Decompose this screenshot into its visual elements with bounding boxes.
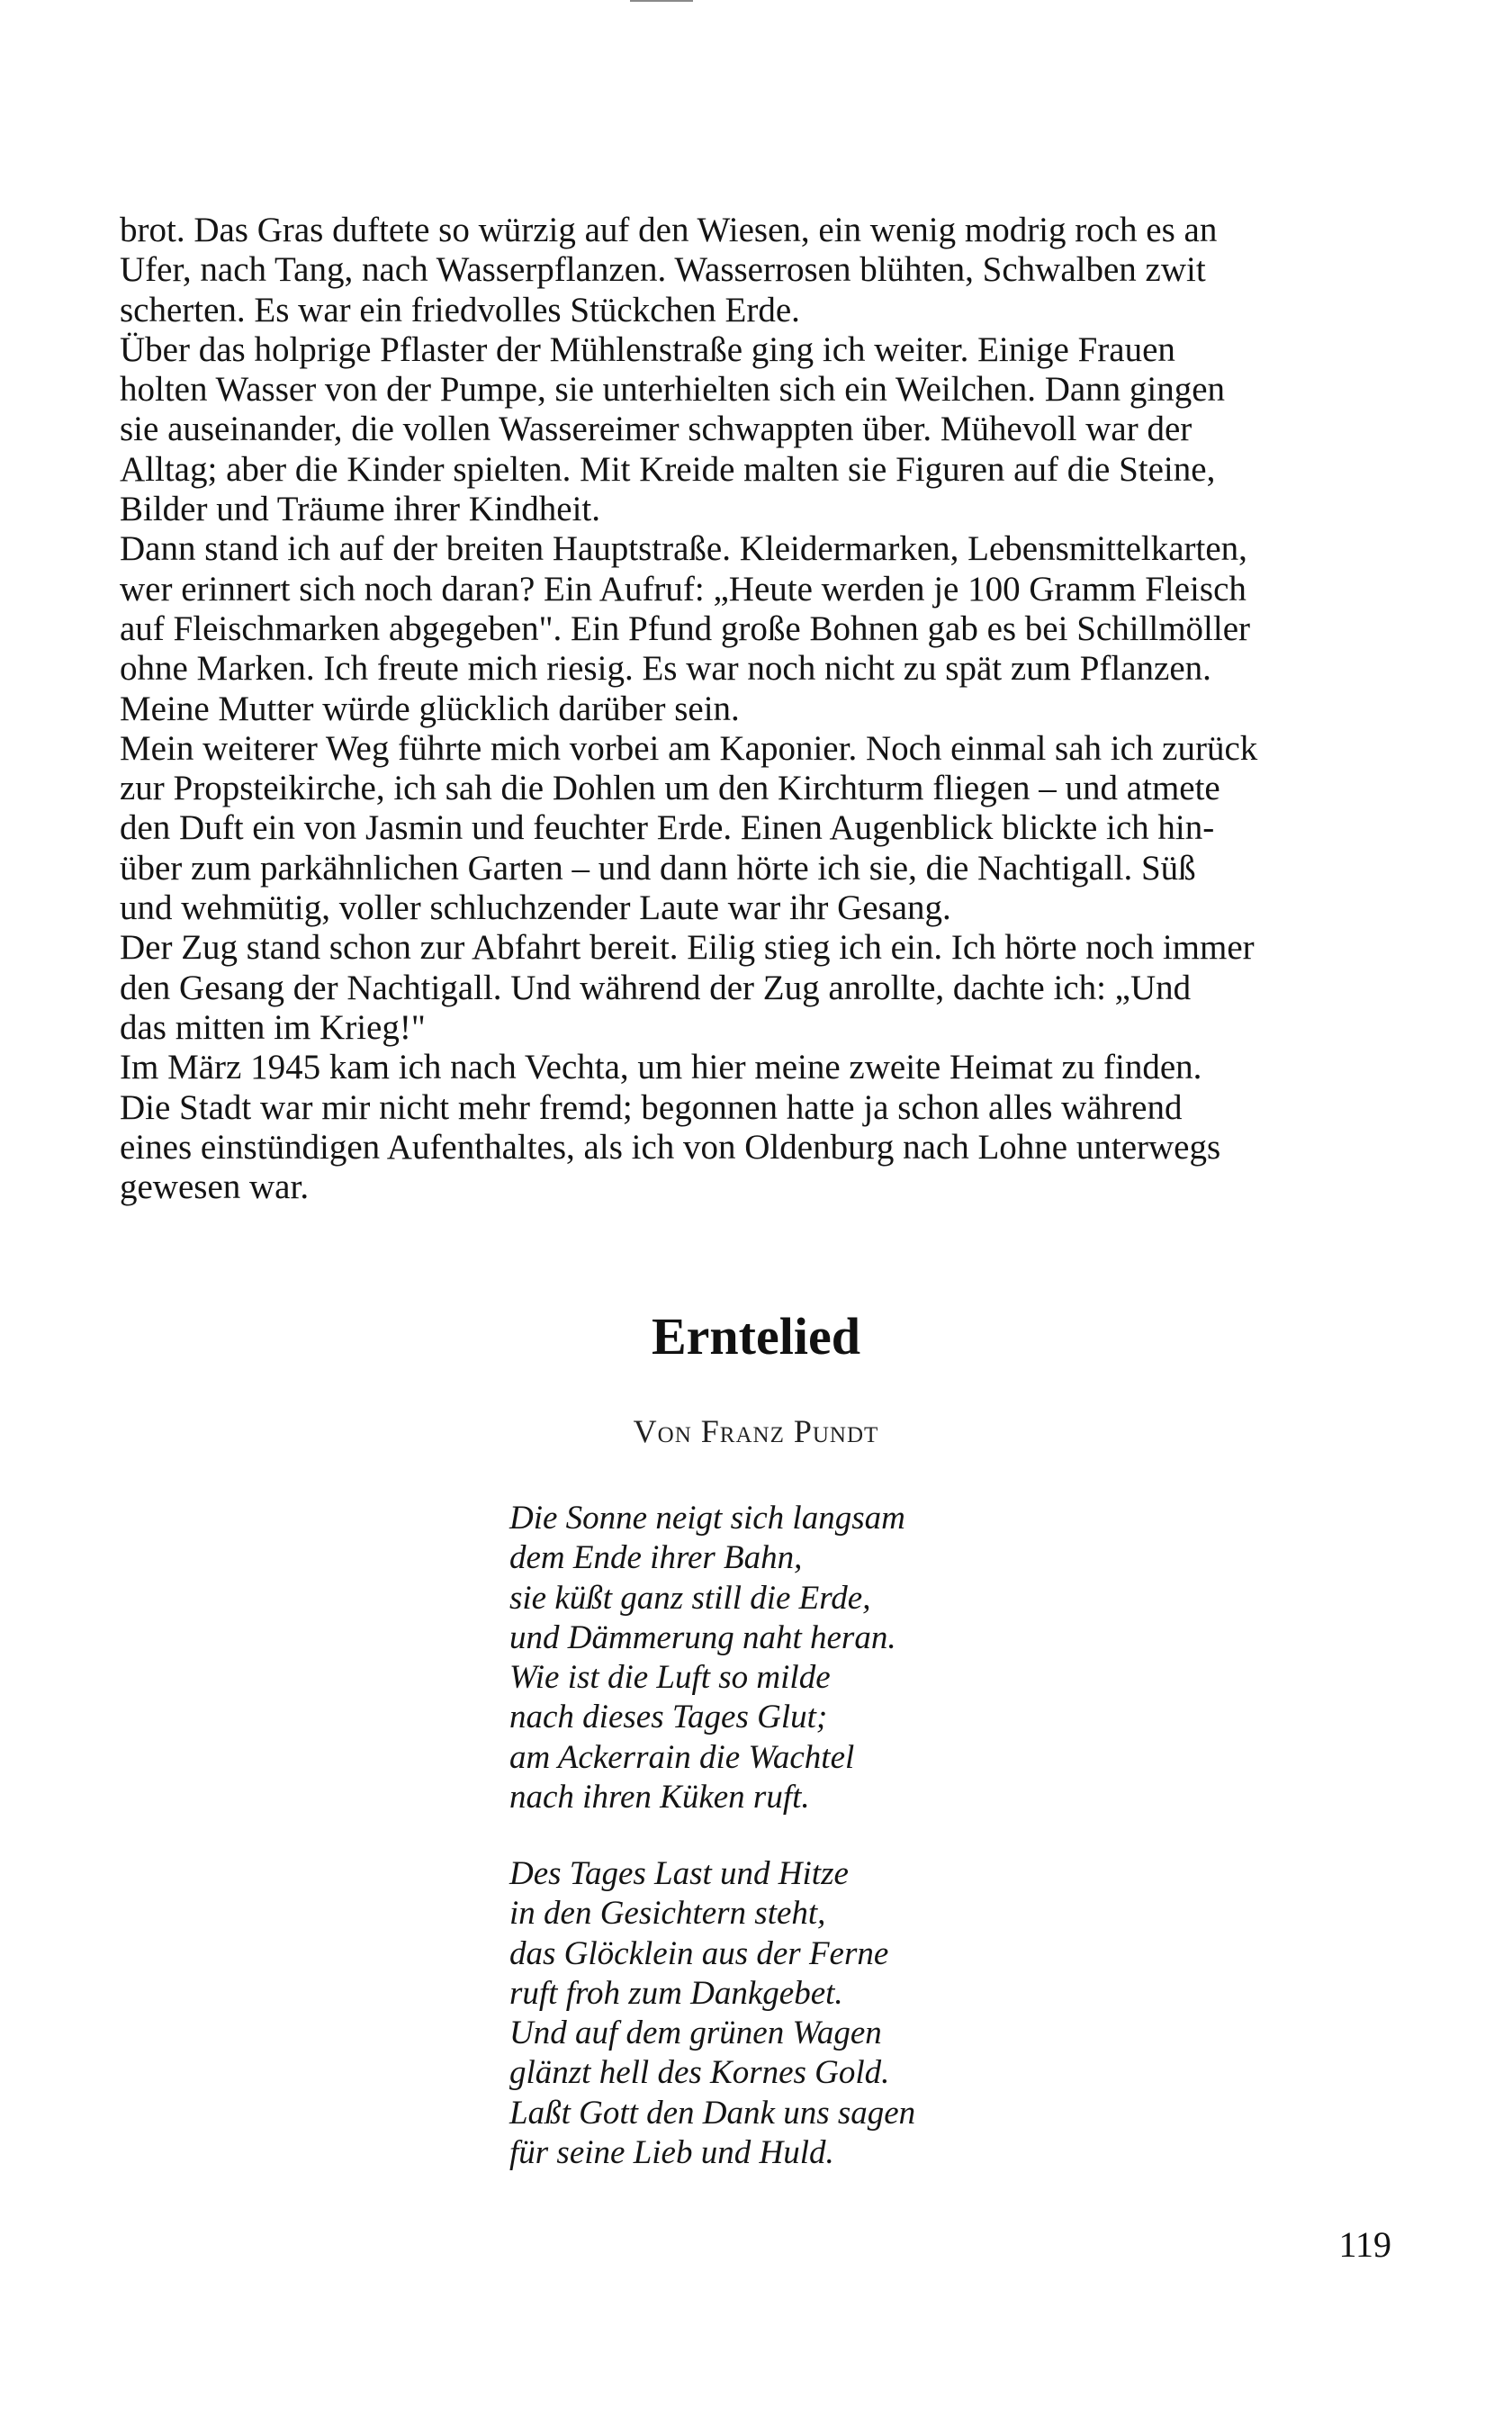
verse-line: Die Sonne neigt sich langsam [509, 1500, 905, 1537]
prose-line: ohne Marken. Ich freute mich riesig. Es war noch nicht zu spät zum Pflanzen. [120, 649, 1211, 689]
prose-line: über zum parkähnlichen Garten – und dann hörte ich sie, die Nachtigall. Süß [120, 848, 1196, 888]
prose-line: sie auseinander, die vollen Wassereimer schwappten über. Mühevoll war der [120, 410, 1192, 449]
prose-line: gewesen war. [120, 1167, 310, 1207]
prose-section [120, 211, 1407, 1207]
verse-line: Des Tages Last und Hitze [509, 1855, 849, 1892]
prose-line: Bilder und Träume ihrer Kindheit. [120, 490, 601, 529]
verse-line: nach ihren Küken ruft. [509, 1779, 810, 1816]
prose-line: Alltag; aber die Kinder spielten. Mit Kreide malten sie Figuren auf die Steine, [120, 449, 1216, 489]
prose-line: Über das holprige Pflaster der Mühlenstraße ging ich weiter. Einige Frauen [120, 329, 1175, 369]
verse-line: glänzt hell des Kornes Gold. [509, 2054, 890, 2092]
prose-line: Meine Mutter würde glücklich darüber sein. [120, 689, 740, 728]
verse-line: dem Ende ihrer Bahn, [509, 1539, 803, 1577]
prose-line: zur Propsteikirche, ich sah die Dohlen um den Kirchturm fliegen – und atmete [120, 769, 1220, 808]
poem-title: Erntelied [652, 1307, 860, 1366]
prose-line: den Duft ein von Jasmin und feuchter Erde. Einen Augenblick blickte ich hin- [120, 808, 1215, 848]
poem-stanza-1 [509, 1499, 1139, 1817]
verse-line: für seine Lieb und Huld. [509, 2134, 834, 2172]
scan-edge-mark [630, 0, 693, 2]
prose-line: auf Fleischmarken abgegeben". Ein Pfund große Bohnen gab es bei Schillmöller [120, 608, 1251, 648]
prose-line: wer erinnert sich noch daran? Ein Aufruf: „Heute werden je 100 Gramm Fleisch [120, 569, 1246, 608]
verse-line: das Glöcklein aus der Ferne [509, 1934, 889, 1972]
prose-line: den Gesang der Nachtigall. Und während der Zug anrollte, dachte ich: „Und [120, 968, 1192, 1007]
verse-line: am Ackerrain die Wachtel [509, 1738, 855, 1776]
prose-line: eines einstündigen Aufenthaltes, als ich von Oldenburg nach Lohne unterwegs [120, 1127, 1221, 1167]
verse-line: Wie ist die Luft so milde [509, 1659, 831, 1697]
page-number: 119 [1338, 2224, 1391, 2265]
verse-line: und Dämmerung naht heran. [509, 1618, 896, 1656]
verse-line: sie küßt ganz still die Erde, [509, 1579, 871, 1617]
prose-line: Der Zug stand schon zur Abfahrt bereit. Eilig stieg ich ein. Ich hörte noch immer [120, 928, 1255, 968]
verse-line: ruft froh zum Dankgebet. [509, 1974, 843, 2012]
prose-line: holten Wasser von der Pumpe, sie unterhielten sich ein Weilchen. Dann gingen [120, 370, 1226, 410]
prose-line: Mein weiterer Weg führte mich vorbei am Kaponier. Noch einmal sah ich zurück [120, 728, 1258, 768]
poem-stanza-2 [509, 1854, 1139, 2173]
verse-line: Und auf dem grünen Wagen [509, 2015, 882, 2052]
prose-line: Im März 1945 kam ich nach Vechta, um hier meine zweite Heimat zu finden. [120, 1048, 1202, 1087]
poem-byline: Von Franz Pundt [633, 1413, 879, 1449]
verse-line: nach dieses Tages Glut; [509, 1699, 828, 1736]
prose-line: Dann stand ich auf der breiten Hauptstraße. Kleidermarken, Lebensmittelkarten, [120, 529, 1247, 569]
verse-line: Laßt Gott den Dank uns sagen [509, 2094, 916, 2132]
prose-line: das mitten im Krieg!" [120, 1007, 426, 1047]
prose-line: scherten. Es war ein friedvolles Stückchen Erde. [120, 290, 800, 329]
verse-line: in den Gesichtern steht, [509, 1895, 826, 1933]
prose-line: und wehmütig, voller schluchzender Laute war ihr Gesang. [120, 888, 951, 928]
prose-line: Ufer, nach Tang, nach Wasserpflanzen. Wasserrosen blühten, Schwalben zwit [120, 250, 1206, 290]
prose-line: brot. Das Gras duftete so würzig auf den Wiesen, ein wenig modrig roch es an [120, 211, 1218, 249]
prose-line: Die Stadt war mir nicht mehr fremd; begonnen hatte ja schon alles während [120, 1087, 1183, 1127]
